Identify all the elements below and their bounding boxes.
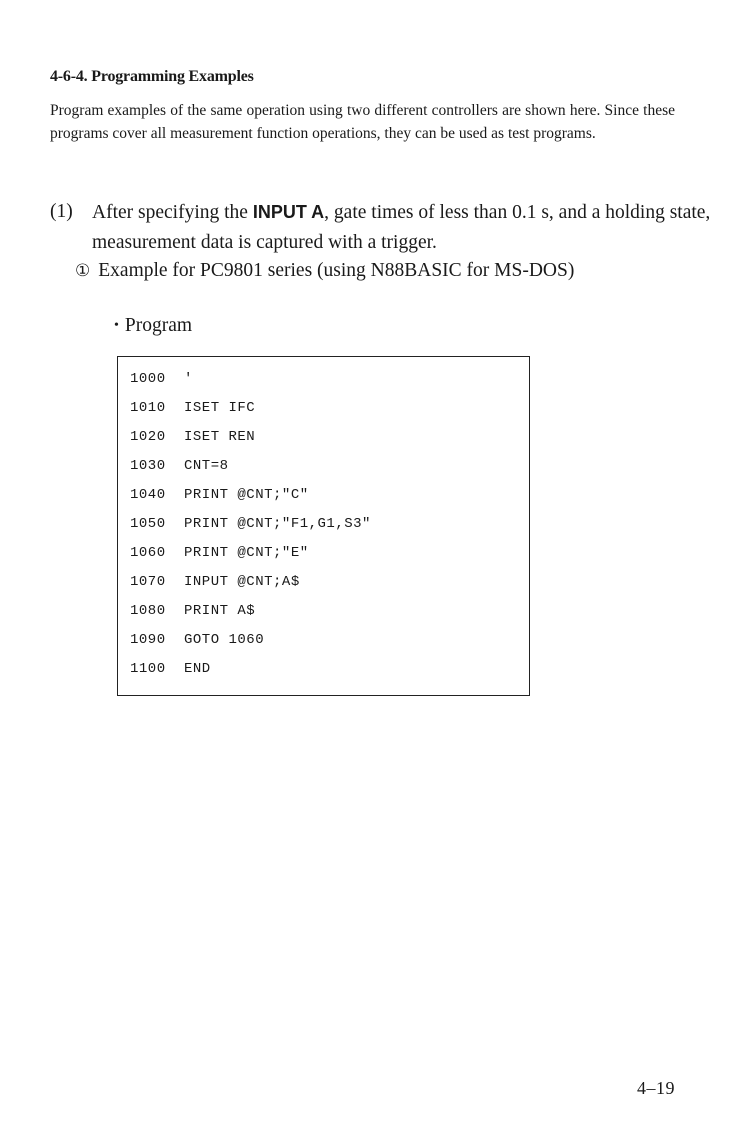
list-item-number: (1) — [50, 201, 73, 222]
program-bullet — [114, 312, 192, 340]
circled-one-marker: ① — [75, 261, 91, 280]
list-item-text-start: After specifying the — [92, 202, 253, 223]
code-line — [130, 458, 229, 487]
code-line-number: 1080 — [130, 603, 166, 619]
code-line — [130, 603, 255, 632]
code-line-number: 1010 — [130, 400, 166, 416]
list-item-text-end: , gate times of less than 0.1 s, and a holding state, measurement data is captured with a trigger. — [92, 202, 711, 253]
sub-item-example — [75, 256, 574, 286]
code-line-number: 1060 — [130, 545, 166, 561]
code-line-number: 1040 — [130, 487, 166, 503]
list-item-text — [92, 197, 732, 258]
code-line-number: 1070 — [130, 574, 166, 590]
code-line — [130, 516, 371, 545]
code-line-number: 1000 — [130, 371, 166, 387]
code-line — [130, 574, 300, 603]
code-line — [130, 400, 255, 429]
code-line-text: PRINT @CNT;"C" — [184, 487, 309, 503]
code-line-number: 1030 — [130, 458, 166, 474]
code-line-text: ' — [184, 371, 193, 387]
code-line-number: 1090 — [130, 632, 166, 648]
code-line-number: 1050 — [130, 516, 166, 532]
program-label: Program — [124, 315, 193, 336]
code-line-text: GOTO 1060 — [184, 632, 265, 648]
code-line-text: ISET IFC — [184, 400, 256, 416]
code-line — [130, 632, 264, 661]
code-line-number: 1100 — [130, 661, 166, 677]
intro-paragraph: Program examples of the same operation using two different controllers are shown here. Since these programs cover all measurement function operations, they can be used as test programs. — [50, 102, 675, 142]
code-line-text: PRINT @CNT;"F1,G1,S3" — [184, 516, 371, 532]
code-line — [130, 661, 211, 690]
code-line-text: PRINT A$ — [184, 603, 256, 619]
section-heading: 4-6-4. Programming Examples — [50, 68, 254, 85]
code-line-number: 1020 — [130, 429, 166, 445]
code-line-text: END — [184, 661, 211, 677]
code-line — [130, 545, 309, 574]
input-a-emphasis: INPUT A — [252, 202, 325, 222]
sub-item-text: Example for PC9801 series (using N88BASIC for MS-DOS) — [98, 260, 575, 281]
code-line — [130, 487, 309, 516]
code-line-text: PRINT @CNT;"E" — [184, 545, 309, 561]
code-line-text: INPUT @CNT;A$ — [184, 574, 300, 590]
page-number: 4–19 — [637, 1078, 675, 1098]
code-line — [130, 429, 255, 458]
code-line — [130, 371, 193, 400]
code-line-text: CNT=8 — [184, 458, 229, 474]
bullet-icon: • — [114, 318, 119, 333]
code-line-text: ISET REN — [184, 429, 256, 445]
program-listing-box — [117, 356, 530, 696]
